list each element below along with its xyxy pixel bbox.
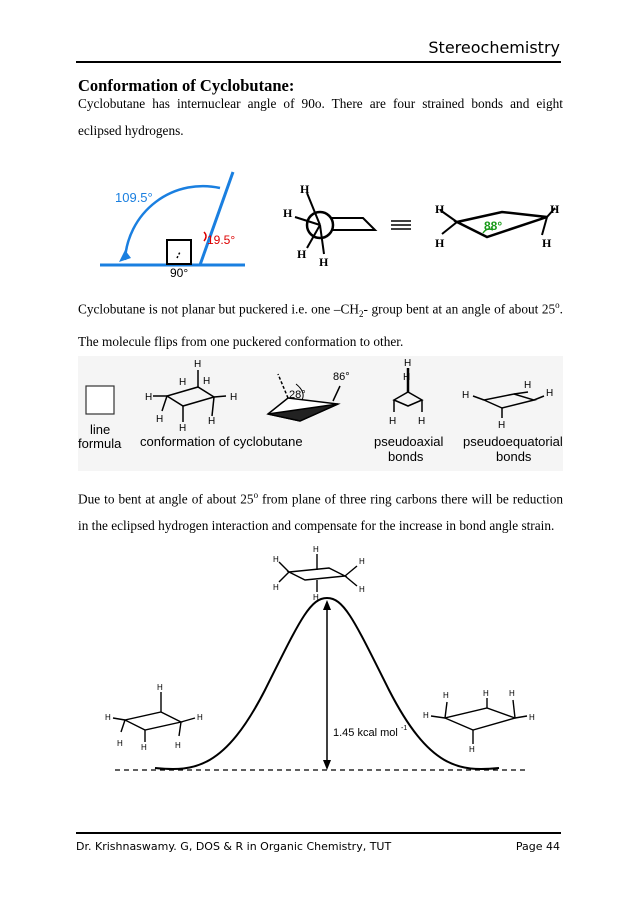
svg-text:H: H	[179, 377, 187, 388]
svg-text:H: H	[359, 585, 365, 594]
svg-text:H: H	[273, 555, 279, 564]
puckered-ring	[435, 202, 560, 250]
angle-90-label: 90°	[170, 266, 189, 280]
svg-text:H: H	[283, 206, 293, 220]
footer-author: Dr. Krishnaswamy. G, DOS & R in Organic Chemistry, TUT	[76, 840, 392, 853]
puckered-left-structure	[113, 692, 195, 742]
svg-text:formula: formula	[78, 436, 122, 451]
footer-rule	[76, 832, 561, 834]
svg-text:H: H	[443, 691, 449, 700]
svg-text:pseudoaxial: pseudoaxial	[374, 434, 444, 449]
svg-text:H: H	[319, 255, 329, 269]
svg-text:H: H	[359, 557, 365, 566]
svg-text:H: H	[404, 358, 412, 369]
energy-barrier-label: 1.45 kcal mol	[333, 727, 398, 739]
svg-text:H: H	[145, 392, 153, 403]
angle-19-label: 19.5°	[207, 233, 236, 247]
svg-text:H: H	[105, 713, 111, 722]
planar-ts-structure	[279, 554, 357, 592]
svg-text:H: H	[529, 713, 535, 722]
svg-text:H: H	[418, 416, 426, 427]
svg-text:H: H	[462, 390, 470, 401]
svg-text:bonds: bonds	[496, 449, 532, 464]
puckered-right-structure	[431, 698, 527, 744]
paragraph-puckered: Cyclobutane is not planar but puckered i.e. one $-CH_2-$ group bent at an angle of about 25$^o$. The molecule flips from one puckered conformation to other.	[78, 300, 563, 350]
svg-text:H: H	[546, 388, 554, 399]
bond-angle-diagram	[100, 172, 245, 280]
svg-text:H: H	[550, 202, 560, 216]
svg-text:H: H	[157, 683, 163, 692]
svg-text:H: H	[194, 359, 202, 370]
conformation-caption: conformation of cyclobutane	[140, 434, 303, 449]
paragraph-bent: Due to bent at angle of about 25$^o$ from plane of three ring carbons there will be reduction in the eclipsed hydrogen interaction and compensate for the increase in bond angle strain.	[78, 490, 563, 534]
figure-energy-profile	[95, 540, 555, 780]
newman-projection	[283, 182, 375, 269]
svg-text:H: H	[197, 713, 203, 722]
svg-text:H: H	[313, 545, 319, 554]
figure-angle-strain	[95, 170, 575, 280]
svg-text:H: H	[389, 416, 397, 427]
angle-109-label: 109.5°	[115, 190, 153, 205]
angle-88-label: 88°	[484, 219, 503, 233]
svg-text:H: H	[297, 247, 307, 261]
svg-text:H: H	[117, 739, 123, 748]
svg-text:H: H	[179, 423, 187, 434]
svg-text:H: H	[230, 392, 238, 403]
svg-text:H: H	[435, 202, 445, 216]
svg-text:H: H	[403, 372, 411, 383]
figure-conformations	[78, 356, 563, 471]
svg-text:28°: 28°	[289, 389, 306, 401]
svg-text:H: H	[156, 414, 164, 425]
header-rule	[76, 61, 561, 63]
svg-text:H: H	[542, 236, 552, 250]
svg-text:H: H	[509, 689, 515, 698]
svg-text:H: H	[313, 593, 319, 602]
svg-text:-1: -1	[401, 725, 408, 732]
svg-text:H: H	[498, 420, 506, 431]
running-header: Stereochemistry	[428, 38, 560, 57]
svg-text:H: H	[469, 745, 475, 754]
svg-text:H: H	[524, 380, 532, 391]
svg-text:H: H	[141, 743, 147, 752]
svg-text:H: H	[175, 741, 181, 750]
svg-text:H: H	[203, 376, 211, 387]
paragraph-intro: Cyclobutane has internuclear angle of 90o. There are four strained bonds and eight eclipsed hydrogens.	[78, 96, 563, 138]
svg-text:86°: 86°	[333, 371, 350, 383]
svg-text:bonds: bonds	[388, 449, 424, 464]
equivalence-symbol	[391, 221, 411, 229]
svg-text:H: H	[273, 583, 279, 592]
svg-text:H: H	[423, 711, 429, 720]
svg-text:H: H	[483, 689, 489, 698]
svg-text:H: H	[300, 182, 310, 196]
footer-page-number: Page 44	[515, 840, 560, 853]
svg-text:H: H	[208, 416, 216, 427]
svg-text:H: H	[435, 236, 445, 250]
svg-text:line: line	[90, 422, 111, 437]
svg-text:pseudoequatorial: pseudoequatorial	[463, 434, 563, 449]
section-title: Conformation of Cyclobutane:	[78, 76, 295, 95]
